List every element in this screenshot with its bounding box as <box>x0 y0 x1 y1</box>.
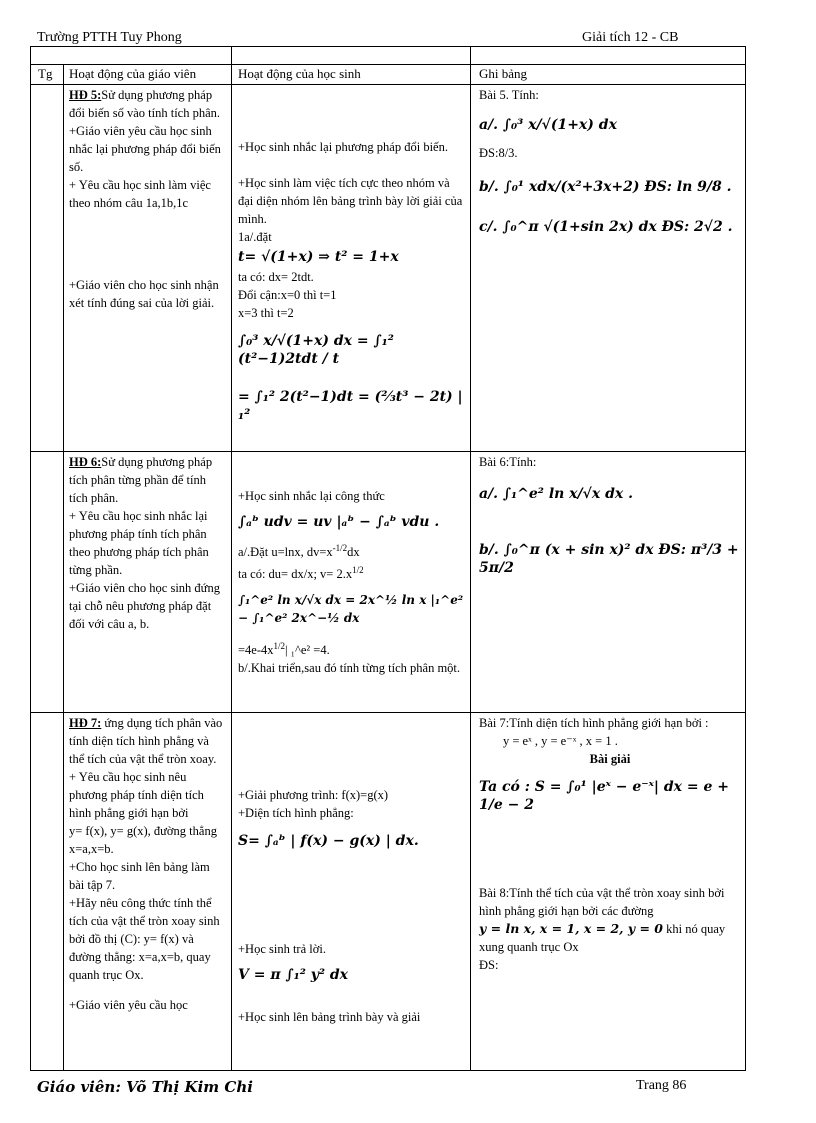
row2-student-p4: $=4e-4x^{1/2}|$ ₁^e² =4. <box>238 641 330 658</box>
head-teacher: Hoạt động của giáo viên <box>69 66 197 81</box>
row2-teacher <box>69 453 227 633</box>
row3-teacher-p5: +Giáo viên yêu cầu học <box>69 998 188 1012</box>
row1-teacher-p3: +Giáo viên cho học sinh nhận xét tính đúng sai của lời giải. <box>69 278 219 310</box>
row3-student-p2: +Diện tích hình phẳng: <box>238 806 354 820</box>
hd5-title-rest: Sử dụng phương pháp đổi biến số vào tính tích phân. <box>69 88 221 120</box>
row2-student-m2: ∫₁^e² ln x/√x dx = 2x^½ ln x |₁^e² − ∫₁^e² 2x^−½ dx <box>238 593 464 626</box>
bai8-answer: ĐS: <box>479 958 499 972</box>
row2-board <box>479 453 741 579</box>
hd7-title: HĐ 7: <box>69 716 102 730</box>
row1-student-p1: +Học sinh nhắc lại phương pháp đổi biến. <box>238 140 448 154</box>
row1-student <box>238 138 466 426</box>
col-divider-tg <box>63 64 64 1071</box>
row3-student <box>238 786 466 1026</box>
row1-student-m3: = ∫₁² 2(t²−1)dt = (⅔t³ − 2t) |₁² <box>238 389 463 423</box>
hd5-title: HĐ 5: <box>69 88 102 102</box>
row2-student <box>238 487 466 677</box>
row3-teacher <box>69 714 227 1014</box>
row1-teacher-p2: + Yêu cầu học sinh làm việc theo nhóm câu 1a,1b,1c <box>69 178 211 210</box>
row1-student-m1: t= √(1+x) ⇒ t² = 1+x <box>238 249 399 265</box>
row1-student-p5: Đổi cận:x=0 thì t=1 <box>238 288 337 302</box>
row3-teacher-p1: + Yêu cầu học sinh nêu phương pháp tính diện tích hình phẳng giới hạn bởi <box>69 770 204 820</box>
head-tg: Tg <box>38 66 53 81</box>
row1-student-p2: +Học sinh làm việc tích cực theo nhóm và đại diện nhóm lên bảng trình bày lời giải của mình. <box>238 176 463 226</box>
row1-board <box>479 86 741 238</box>
bai7-solution: Ta có : S = ∫₀¹ |eˣ − e⁻ˣ| dx = e + 1/e − 2 <box>479 779 730 813</box>
footer-page: Trang 86 <box>636 1078 687 1093</box>
bai5-c: c/. ∫₀^π √(1+sin 2x) dx ĐS: 2√2 . <box>479 219 733 235</box>
row3-teacher-p2: y= f(x), y= g(x), đường thẳng x=a,x=b. <box>69 824 217 856</box>
footer-teacher: Giáo viên: Võ Thị Kim Chi <box>37 1078 253 1096</box>
row2-student-m1: ∫ₐᵇ udv = uv |ₐᵇ − ∫ₐᵇ vdu . <box>238 514 440 530</box>
row3-student-m2: V = π ∫₁² y² dx <box>238 967 348 983</box>
bai7-title: Bài 7:Tính diện tích hình phẳng giới hạn bởi : <box>479 716 709 730</box>
bai7-solution-label: Bài giải <box>589 752 631 766</box>
row-divider-head <box>30 84 746 85</box>
bai6-title: Bài 6:Tính: <box>479 455 537 469</box>
row3-student-p4: +Học sinh lên bảng trình bày và giải <box>238 1010 421 1024</box>
bai5-title: Bài 5. Tính: <box>479 88 539 102</box>
row3-teacher-p3: +Cho học sinh lên bảng làm bài tập 7. <box>69 860 210 892</box>
header-school: Trường PTTH Tuy Phong <box>37 30 182 45</box>
row1-student-p3: 1a/.đặt <box>238 230 272 244</box>
bai8-cond: y = ln x, x = 1, x = 2, y = 0 khi nó quay xung quanh trục Ox <box>479 921 726 954</box>
row2-teacher-p2: +Giáo viên cho học sinh đứng tại chỗ nêu phương pháp đặt đối với câu a, b. <box>69 581 220 631</box>
row3-student-p3: +Học sinh trả lời. <box>238 942 326 956</box>
bai5-a: a/. ∫₀³ x/√(1+x) dx <box>479 117 617 133</box>
row-divider-1 <box>30 451 746 452</box>
row1-teacher-p1: +Giáo viên yêu cầu học sinh nhắc lại phương pháp đổi biến số. <box>69 124 221 174</box>
row1-student-p6: x=3 thì t=2 <box>238 306 294 320</box>
head-student: Hoạt động của học sinh <box>238 66 361 81</box>
row3-teacher-p4: +Hãy nêu công thức tính thể tích của vật thể tròn xoay sinh bởi đồ thị (C): y= f(x) và đường thẳng: x=a,x=b, quay quanh trục Ox. <box>69 896 220 982</box>
bai6-b: b/. ∫₀^π (x + sin x)² dx ĐS: π³/3 + 5π/2 <box>479 542 739 576</box>
hd7-title-rest: ứng dụng tích phân vào tính diện tích hình phẳng và thể tích của vật thể tròn xoay. <box>69 716 223 766</box>
row3-board <box>479 714 741 974</box>
col-divider-student <box>470 46 471 1071</box>
row2-student-p2: a/.Đặt u=lnx, $dv=x^{-1/2}dx$ <box>238 543 360 560</box>
bai5-ans-a: ĐS:8/3. <box>479 146 518 160</box>
row3-student-m1: S= ∫ₐᵇ | f(x) − g(x) | dx. <box>238 833 419 849</box>
bai8-text: Bài 8:Tính thể tích của vật thể tròn xoay sinh bởi hình phẳng giới hạn bởi các đường <box>479 886 725 918</box>
row2-teacher-p1: + Yêu cầu học sinh nhắc lại phương pháp tính tích phân theo phương pháp tích phân từng phần. <box>69 509 209 577</box>
row1-student-p4: ta có: dx= 2tdt. <box>238 270 314 284</box>
bai6-a: a/. ∫₁^e² ln x/√x dx . <box>479 486 633 502</box>
col-divider-teacher <box>231 46 232 1071</box>
hd6-title: HĐ 6: <box>69 455 102 469</box>
row3-student-p1: +Giải phương trình: f(x)=g(x) <box>238 788 389 802</box>
hd6-title-rest: Sử dụng phương pháp tích phân từng phần để tính tích phân. <box>69 455 213 505</box>
row2-student-p3: ta có: du= dx/x; $v= 2.x^{1/2}$ <box>238 565 364 582</box>
row2-student-p5: b/.Khai triển,sau đó tính từng tích phân một. <box>238 661 461 676</box>
header-subject: Giải tích 12 - CB <box>582 30 679 45</box>
bai5-b: b/. ∫₀¹ xdx/(x²+3x+2) ĐS: ln 9/8 . <box>479 179 732 195</box>
bai7-eq: y = eˣ , y = e⁻ˣ , x = 1 . <box>503 734 618 748</box>
row-divider-2 <box>30 712 746 713</box>
row1-teacher <box>69 86 227 312</box>
row1-student-m2: ∫₀³ x/√(1+x) dx = ∫₁² (t²−1)2tdt / t <box>238 333 394 367</box>
row-divider-top <box>30 64 746 65</box>
row2-student-p1: +Học sinh nhắc lại công thức <box>238 489 385 503</box>
head-board: Ghi bảng <box>479 66 528 81</box>
